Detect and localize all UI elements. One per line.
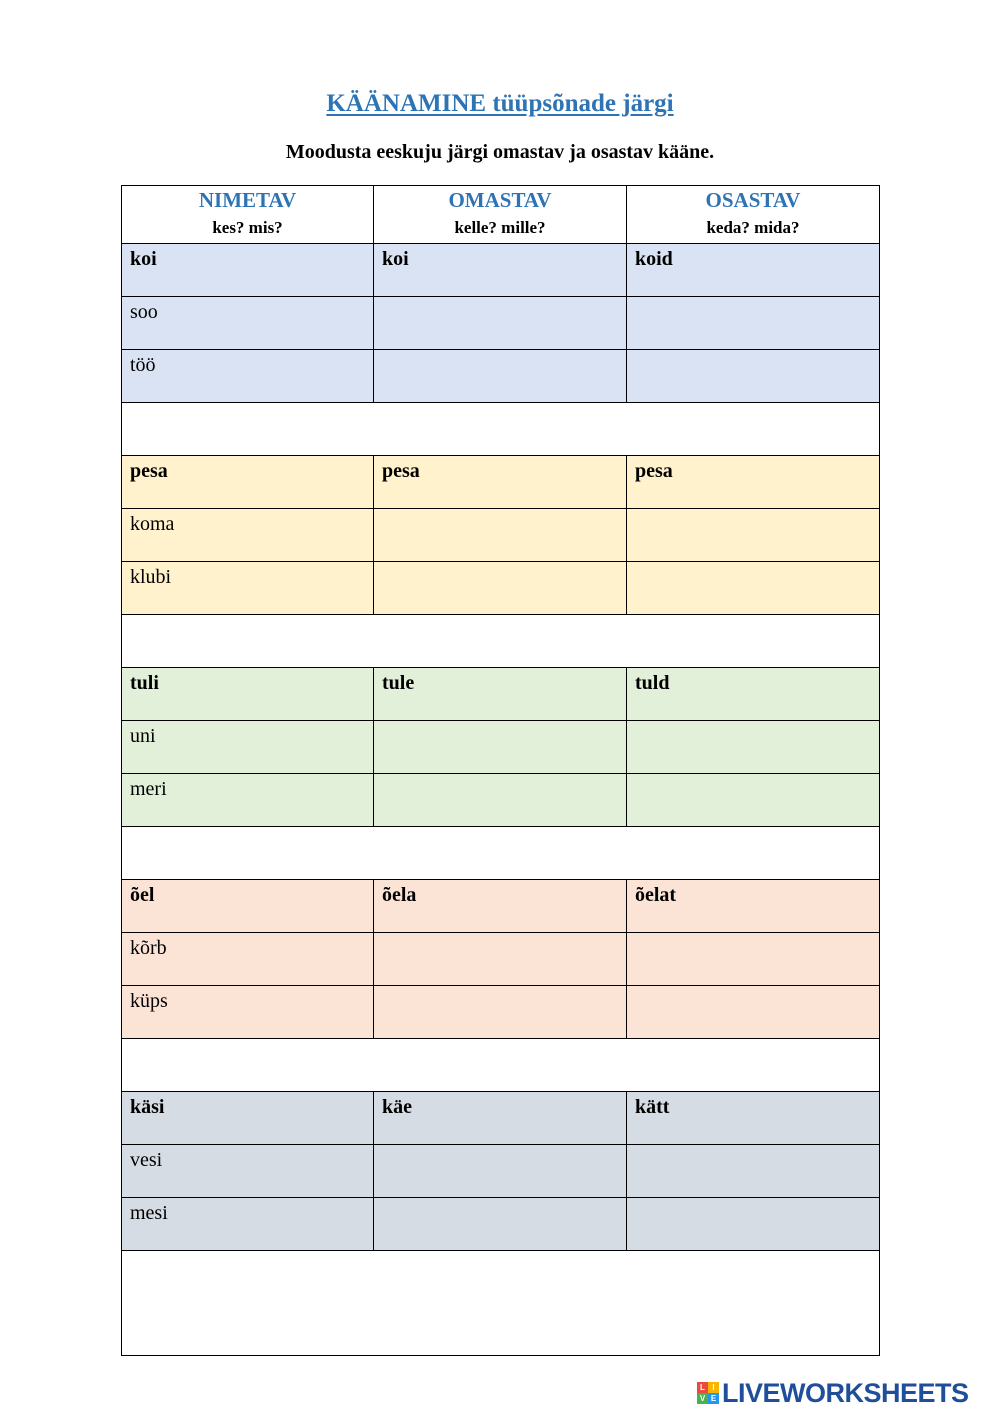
- osastav-answer-input[interactable]: [627, 297, 879, 349]
- column-header-nimetav: [122, 186, 374, 244]
- example-omastav-cell: [374, 668, 627, 721]
- column-question: kes? mis?: [212, 218, 283, 237]
- example-word: koi: [382, 248, 409, 270]
- osastav-answer-cell: [627, 774, 880, 827]
- example-omastav-cell: [374, 880, 627, 933]
- osastav-answer-input[interactable]: [627, 1198, 879, 1250]
- example-word: õela: [382, 884, 417, 906]
- logo-letter: E: [708, 1393, 719, 1404]
- example-omastav-cell: [374, 1092, 627, 1145]
- word-cell: [122, 562, 374, 615]
- omastav-answer-input[interactable]: [374, 933, 626, 985]
- table-row: [122, 350, 880, 403]
- omastav-answer-input[interactable]: [374, 986, 626, 1038]
- omastav-answer-cell: [374, 1198, 627, 1251]
- example-omastav-cell: [374, 456, 627, 509]
- osastav-answer-cell: [627, 1198, 880, 1251]
- column-case-name: OMASTAV: [448, 188, 552, 212]
- word-cell: [122, 297, 374, 350]
- osastav-answer-cell: [627, 721, 880, 774]
- table-row: [122, 297, 880, 350]
- example-row-kasi: [122, 1092, 880, 1145]
- omastav-answer-cell: [374, 350, 627, 403]
- table-row: [122, 1145, 880, 1198]
- omastav-answer-input[interactable]: [374, 350, 626, 402]
- osastav-answer-cell: [627, 509, 880, 562]
- table-row: [122, 562, 880, 615]
- liveworksheets-logo-icon: [697, 1382, 719, 1404]
- omastav-answer-input[interactable]: [374, 1145, 626, 1197]
- omastav-answer-cell: [374, 933, 627, 986]
- logo-text: LIVEWORKSHEETS: [722, 1377, 969, 1408]
- table-row: [122, 1198, 880, 1251]
- osastav-answer-input[interactable]: [627, 986, 879, 1038]
- example-word: käsi: [130, 1096, 165, 1118]
- example-nimetav-cell: [122, 668, 374, 721]
- example-osastav-cell: [627, 880, 880, 933]
- column-header-omastav: [374, 186, 627, 244]
- omastav-answer-cell: [374, 1145, 627, 1198]
- example-osastav-cell: [627, 1092, 880, 1145]
- example-row-tuli: [122, 668, 880, 721]
- column-header-osastav: [627, 186, 880, 244]
- example-osastav-cell: [627, 456, 880, 509]
- word-cell: [122, 986, 374, 1039]
- table-row: [122, 933, 880, 986]
- example-nimetav-cell: [122, 1092, 374, 1145]
- liveworksheets-logo: [697, 1378, 969, 1408]
- word-cell: [122, 774, 374, 827]
- osastav-answer-cell: [627, 1145, 880, 1198]
- table-row: [122, 509, 880, 562]
- osastav-answer-input[interactable]: [627, 933, 879, 985]
- spacer-cell: [122, 1251, 880, 1356]
- worksheet-instruction: Moodusta eeskuju järgi omastav ja osastav kääne.: [285, 141, 715, 163]
- logo-letter: I: [708, 1382, 719, 1393]
- omastav-answer-cell: [374, 297, 627, 350]
- omastav-answer-input[interactable]: [374, 562, 626, 614]
- osastav-answer-cell: [627, 986, 880, 1039]
- omastav-answer-input[interactable]: [374, 774, 626, 826]
- example-word: pesa: [382, 460, 420, 482]
- word-text: koma: [130, 513, 175, 535]
- word-cell: [122, 350, 374, 403]
- table-row: [122, 721, 880, 774]
- osastav-answer-input[interactable]: [627, 774, 879, 826]
- word-cell: [122, 933, 374, 986]
- omastav-answer-input[interactable]: [374, 509, 626, 561]
- example-word: käe: [382, 1096, 412, 1118]
- example-omastav-cell: [374, 244, 627, 297]
- word-cell: [122, 509, 374, 562]
- example-word: õel: [130, 884, 155, 906]
- column-case-name: OSASTAV: [705, 188, 801, 212]
- table-row: [122, 986, 880, 1039]
- osastav-answer-cell: [627, 933, 880, 986]
- osastav-answer-input[interactable]: [627, 721, 879, 773]
- word-cell: [122, 1145, 374, 1198]
- example-row-koi: [122, 244, 880, 297]
- example-word: pesa: [130, 460, 168, 482]
- example-nimetav-cell: [122, 880, 374, 933]
- example-osastav-cell: [627, 244, 880, 297]
- example-word: tuld: [635, 672, 670, 694]
- word-cell: [122, 721, 374, 774]
- table-header-row: [122, 186, 880, 244]
- example-word: koi: [130, 248, 157, 270]
- omastav-answer-input[interactable]: [374, 721, 626, 773]
- omastav-answer-input[interactable]: [374, 1198, 626, 1250]
- example-word: tuli: [130, 672, 159, 694]
- example-word: kätt: [635, 1096, 670, 1118]
- example-nimetav-cell: [122, 456, 374, 509]
- spacer-cell: [122, 403, 880, 456]
- osastav-answer-cell: [627, 350, 880, 403]
- example-nimetav-cell: [122, 244, 374, 297]
- spacer-cell: [122, 827, 880, 880]
- word-text: uni: [130, 725, 156, 747]
- spacer-row: [122, 827, 880, 880]
- word-text: meri: [130, 778, 167, 800]
- example-word: õelat: [635, 884, 677, 906]
- logo-letter: V: [697, 1393, 708, 1404]
- example-row-pesa: [122, 456, 880, 509]
- osastav-answer-input[interactable]: [627, 1145, 879, 1197]
- osastav-answer-input[interactable]: [627, 509, 879, 561]
- spacer-cell: [122, 615, 880, 668]
- osastav-answer-cell: [627, 297, 880, 350]
- osastav-answer-input[interactable]: [627, 350, 879, 402]
- example-word: pesa: [635, 460, 673, 482]
- omastav-answer-input[interactable]: [374, 297, 626, 349]
- example-row-oel: [122, 880, 880, 933]
- word-text: klubi: [130, 566, 172, 588]
- word-text: töö: [130, 354, 156, 376]
- word-cell: [122, 1198, 374, 1251]
- omastav-answer-cell: [374, 721, 627, 774]
- word-text: mesi: [130, 1202, 168, 1224]
- osastav-answer-cell: [627, 562, 880, 615]
- logo-letter: L: [697, 1382, 708, 1393]
- omastav-answer-cell: [374, 986, 627, 1039]
- column-question: keda? mida?: [706, 218, 800, 237]
- word-text: vesi: [130, 1149, 163, 1171]
- spacer-cell: [122, 1039, 880, 1092]
- spacer-row: [122, 1251, 880, 1356]
- spacer-row: [122, 1039, 880, 1092]
- column-case-name: NIMETAV: [198, 188, 297, 212]
- spacer-row: [122, 403, 880, 456]
- table-row: [122, 774, 880, 827]
- word-text: küps: [130, 990, 168, 1012]
- word-text: kõrb: [130, 937, 167, 959]
- osastav-answer-input[interactable]: [627, 562, 879, 614]
- example-osastav-cell: [627, 668, 880, 721]
- declension-table: [121, 185, 880, 1356]
- omastav-answer-cell: [374, 509, 627, 562]
- omastav-answer-cell: [374, 774, 627, 827]
- word-text: soo: [130, 301, 158, 323]
- example-word: koid: [635, 248, 673, 270]
- example-word: tule: [382, 672, 415, 694]
- column-question: kelle? mille?: [454, 218, 546, 237]
- worksheet-title: KÄÄNAMINE tüüpsõnade järgi: [326, 90, 674, 117]
- spacer-row: [122, 615, 880, 668]
- omastav-answer-cell: [374, 562, 627, 615]
